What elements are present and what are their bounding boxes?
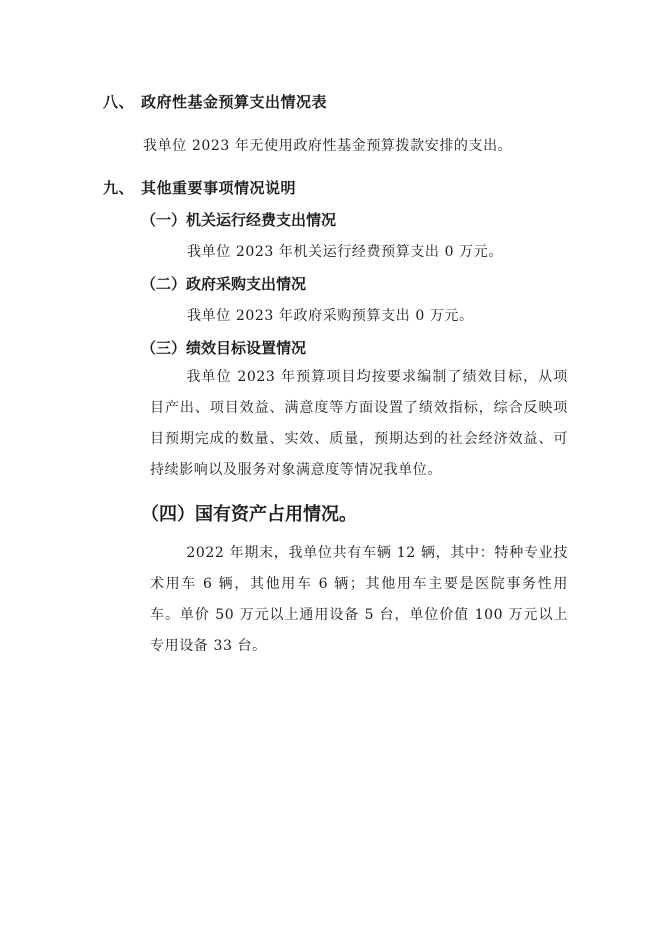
subsection-3-title: （三）绩效目标设置情况 <box>141 339 307 357</box>
subsection-2-body: 我单位 2023 年政府采购预算支出 0 万元。 <box>187 308 474 324</box>
section-9-heading <box>103 177 296 198</box>
section-9-number: 九、 <box>103 179 135 197</box>
section-8-heading <box>103 91 327 112</box>
section-9-title: 其他重要事项情况说明 <box>141 179 297 197</box>
subsection-4-title: （四）国有资产占用情况。 <box>141 504 357 525</box>
subsection-4-body: 2022 年期末，我单位共有车辆 12 辆，其中：特种专业技术用车 6 辆，其他用车 6 辆；其他用车主要是医院事务性用车。单价 50 万元以上通用设备 5 台，单位价值 100 万元以上专用设备 33 台。 <box>150 545 568 654</box>
section-8-title: 政府性基金预算支出情况表 <box>141 93 328 111</box>
subsection-1-title: （一）机关运行经费支出情况 <box>141 211 337 229</box>
subsection-1-body: 我单位 2023 年机关运行经费预算支出 0 万元。 <box>187 244 503 260</box>
section-8-number: 八、 <box>103 93 135 111</box>
subsection-2-title: （二）政府采购支出情况 <box>141 275 307 293</box>
subsection-3-body: 我单位 2023 年预算项目均按要求编制了绩效目标，从项目产出、项目效益、满意度等方面设置了绩效指标，综合反映项目预期完成的数量、实效、质量，预期达到的社会经济效益、可持续影响以及服务对象满意度等情况我单位。 <box>150 369 568 478</box>
section-8-body: 我单位 2023 年无使用政府性基金预算拨款安排的支出。 <box>143 138 513 154</box>
